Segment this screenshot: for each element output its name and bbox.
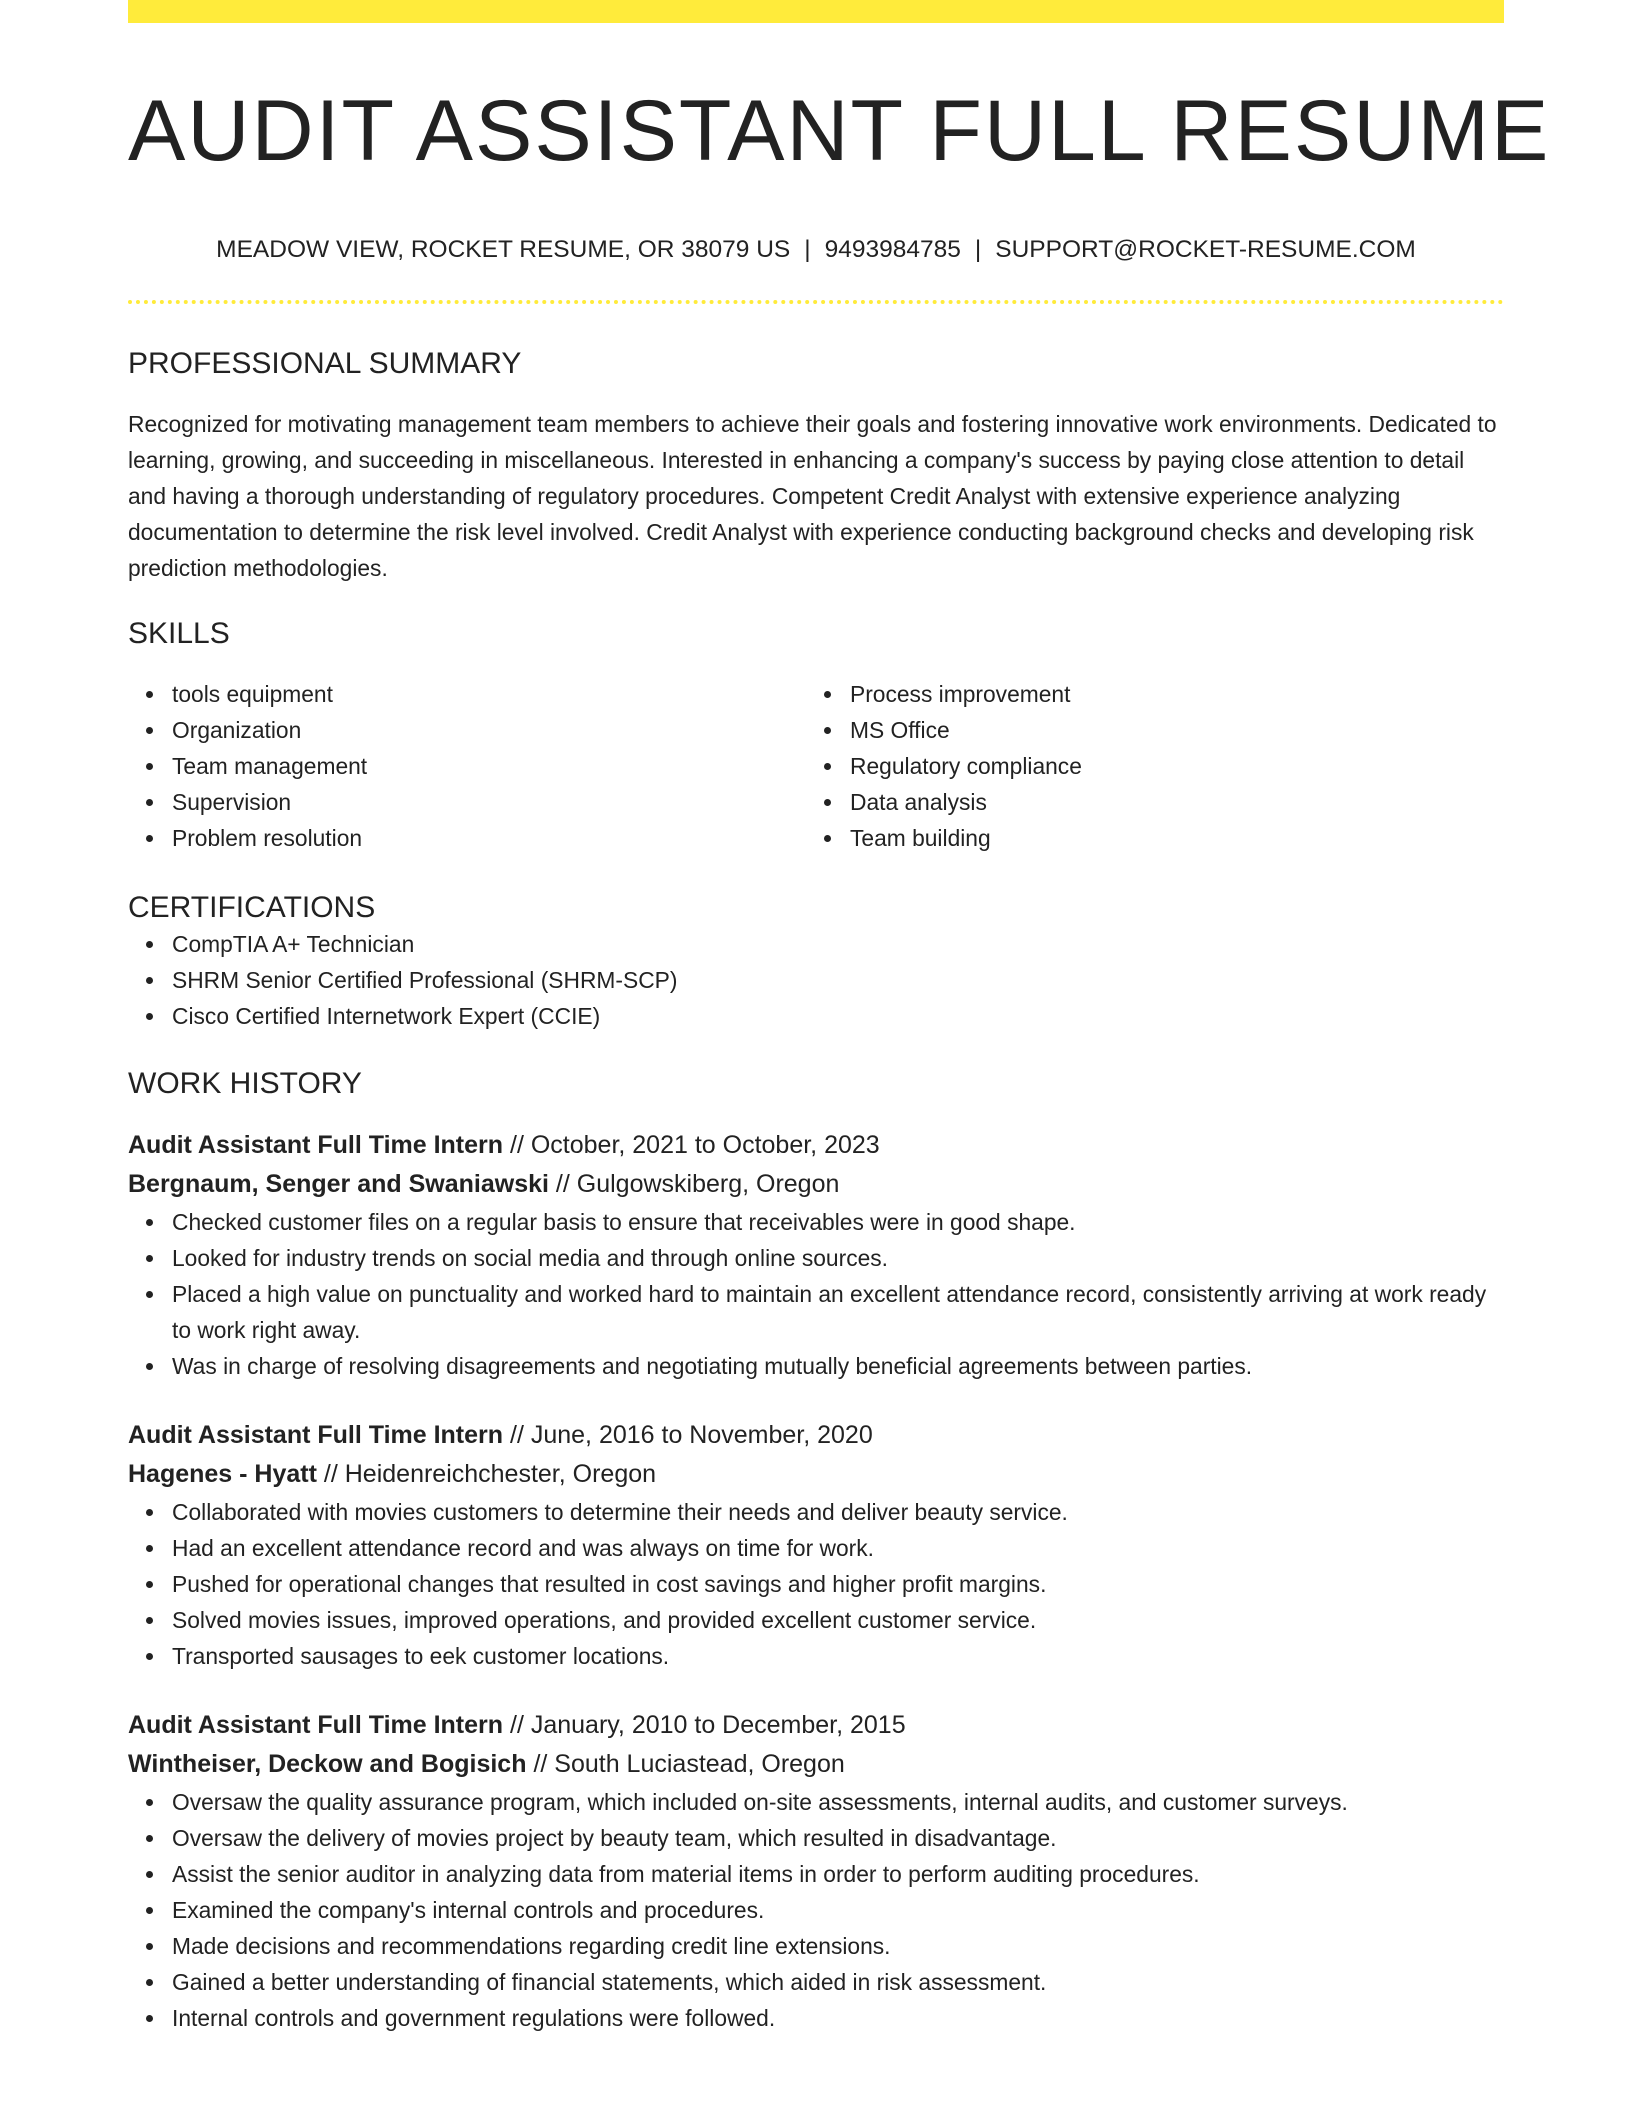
skill-item: Problem resolution [172,820,806,856]
job-bullets [128,1204,1504,1384]
accent-top-bar [128,0,1504,23]
job-bullet: Pushed for operational changes that resulted in cost savings and higher profit margins. [172,1566,1504,1602]
skills-column-right [806,676,1484,856]
skill-item: Data analysis [850,784,1484,820]
contact-email: SUPPORT@ROCKET-RESUME.COM [995,236,1416,263]
job-role: Audit Assistant Full Time Intern [128,1711,504,1739]
skill-item: Team management [172,748,806,784]
skill-item: MS Office [850,712,1484,748]
job-bullets [128,1784,1504,2036]
certification-item: SHRM Senior Certified Professional (SHRM-SCP) [172,962,1504,998]
skills-list-left [128,676,806,856]
skills-list-right [806,676,1484,856]
job-location: // Heidenreichchester, Oregon [323,1460,657,1488]
job-dates: // January, 2010 to December, 2015 [510,1711,906,1739]
job-bullet: Checked customer files on a regular basis to ensure that receivables were in good shape. [172,1204,1504,1240]
contact-line [128,235,1504,265]
resume-page [128,0,1551,2036]
job-entry [128,1706,1504,2036]
job-company-line [128,1165,1504,1204]
certification-item: Cisco Certified Internetwork Expert (CCIE) [172,998,1504,1034]
contact-separator: | [804,236,811,263]
job-title-line [128,1416,1504,1455]
skills-heading: SKILLS [128,617,230,650]
job-bullet: Placed a high value on punctuality and worked hard to maintain an excellent attendance record, consistently arriving at work ready to work right away. [172,1276,1504,1348]
skill-item: Process improvement [850,676,1484,712]
job-role: Audit Assistant Full Time Intern [128,1131,504,1159]
job-bullet: Looked for industry trends on social media and through online sources. [172,1240,1504,1276]
job-bullet: Was in charge of resolving disagreements and negotiating mutually beneficial agreements between parties. [172,1348,1504,1384]
job-location: // South Luciastead, Oregon [533,1750,845,1778]
job-bullet: Collaborated with movies customers to determine their needs and deliver beauty service. [172,1494,1504,1530]
job-title-line [128,1126,1504,1165]
job-location: // Gulgowskiberg, Oregon [555,1170,840,1198]
job-entry [128,1126,1504,1384]
job-company: Hagenes - Hyatt [128,1460,317,1488]
job-company: Bergnaum, Senger and Swaniawski [128,1170,549,1198]
job-bullet: Solved movies issues, improved operations, and provided excellent customer service. [172,1602,1504,1638]
job-company-line [128,1745,1504,1784]
certifications-heading: CERTIFICATIONS [128,891,376,924]
job-bullet: Transported sausages to eek customer locations. [172,1638,1504,1674]
contact-address: MEADOW VIEW, ROCKET RESUME, OR 38079 US [216,236,791,263]
skill-item: Supervision [172,784,806,820]
job-bullet: Assist the senior auditor in analyzing data from material items in order to perform auditing procedures. [172,1856,1504,1892]
summary-text: Recognized for motivating management team members to achieve their goals and fostering innovative work environments. Dedicated to learning, growing, and succeeding in miscellaneous. Interested in enhancing a company's success by paying close attention to detail and having a thorough understanding of regulatory procedures. Competent Credit Analyst with extensive experience analyzing documentation to determine the risk level involved. Credit Analyst with experience conducting background checks and developing risk prediction methodologies. [128,411,1497,581]
skill-item: Regulatory compliance [850,748,1484,784]
job-dates: // June, 2016 to November, 2020 [510,1421,873,1449]
job-bullet: Oversaw the quality assurance program, which included on-site assessments, internal audits, and customer surveys. [172,1784,1504,1820]
skills-grid [128,676,1504,856]
job-entry [128,1416,1504,1674]
skill-item: Team building [850,820,1484,856]
job-bullet: Gained a better understanding of financial statements, which aided in risk assessment. [172,1964,1504,2000]
job-bullet: Made decisions and recommendations regarding credit line extensions. [172,1928,1504,1964]
skills-column-left [128,676,806,856]
job-bullet: Examined the company's internal controls and procedures. [172,1892,1504,1928]
certifications-list [128,926,1504,1034]
work-history-heading: WORK HISTORY [128,1067,362,1100]
contact-separator: | [974,236,982,263]
contact-phone: 9493984785 [824,236,961,263]
job-company-line [128,1455,1504,1494]
skill-item: Organization [172,712,806,748]
job-bullet: Internal controls and government regulations were followed. [172,2000,1504,2036]
skill-item: tools equipment [172,676,806,712]
work-history-list [128,1126,1504,2036]
job-bullets [128,1494,1504,1674]
job-title-line [128,1706,1504,1745]
job-bullet: Oversaw the delivery of movies project by beauty team, which resulted in disadvantage. [172,1820,1504,1856]
job-bullet: Had an excellent attendance record and was always on time for work. [172,1530,1504,1566]
certification-item: CompTIA A+ Technician [172,926,1504,962]
summary-heading: PROFESSIONAL SUMMARY [128,347,522,380]
job-role: Audit Assistant Full Time Intern [128,1421,504,1449]
resume-title: AUDIT ASSISTANT FULL RESUME [128,83,1551,179]
dotted-divider [128,300,1504,304]
job-dates: // October, 2021 to October, 2023 [510,1131,880,1159]
job-company: Wintheiser, Deckow and Bogisich [128,1750,527,1778]
